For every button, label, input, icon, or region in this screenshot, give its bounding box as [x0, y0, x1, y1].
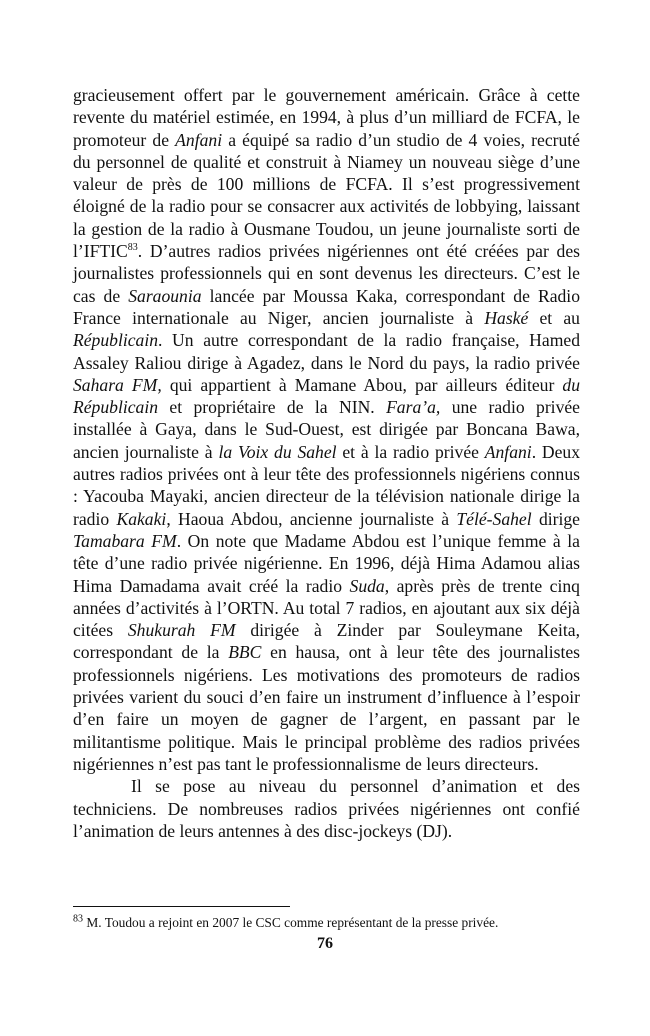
italic-title: Suda [349, 575, 385, 596]
text-run: et au [528, 307, 580, 328]
page-number: 76 [317, 935, 333, 952]
text-run: une radio privée installée à Gaya, dans le Sud-Ouest, est dirigée par Boncana Bawa, ancien journaliste à [73, 397, 580, 462]
text-run: gracieusement offert par le gouvernement américain. Grâce à cette revente du matériel estimée, en 1994, à plus d’un milliard de FCFA, le promoteur de [73, 85, 580, 150]
italic-title: la Voix du Sahel [218, 441, 337, 462]
italic-title: Shukurah FM [127, 620, 236, 641]
text-run: . Un autre correspondant de la radio française, Hamed Assaley Raliou dirige à Agadez, dans le Nord du pays, la radio privée [73, 330, 580, 373]
text-run: , Haoua Abdou, ancienne journaliste à [166, 508, 457, 529]
text-run: . Deux autres radios privées ont à leur tête des professionnels nigériens connus : Yacouba Mayaki, ancien directeur de la télévision nationale dirige la radio [73, 441, 581, 529]
footnote [73, 914, 580, 932]
footnote-ref: 83 [127, 242, 138, 254]
text-run: , après près de trente cinq années d’activités à l’ORTN. Au total 7 radios, en ajoutant aux six déjà citées [73, 575, 580, 641]
italic-title: Fara’a, [386, 397, 441, 418]
paragraph [73, 775, 580, 842]
body-text [73, 84, 580, 842]
text-run: et à la radio privée [336, 441, 485, 462]
paragraph [73, 84, 580, 775]
footnote-number: 83 [73, 913, 83, 925]
italic-title: Républicain [73, 330, 159, 351]
text-run: dirigée à Zinder par Souleymane Keita, correspondant de la [73, 620, 580, 663]
footnote-text: M. Toudou a rejoint en 2007 le CSC comme représentant de la presse privée. [83, 915, 499, 930]
text-run: Il se pose au niveau du personnel d’animation et des techniciens. De nombreuses radios privées nigériennes ont confié l’animation de leurs antennes à des disc-jockeys (DJ). [73, 776, 580, 841]
italic-title: Haské [484, 307, 529, 328]
text-run: . D’autres radios privées nigériennes ont été créées par des journalistes professionnels qui en sont devenus les directeurs. C’est le cas de [73, 241, 580, 306]
text-run: . On note que Madame Abdou est l’unique femme à la tête d’une radio privée nigérienne. En 1996, déjà Hima Adamou alias Hima Damadama avait créé la radio [73, 530, 580, 596]
page-body [73, 84, 580, 842]
italic-title: Anfani [175, 129, 223, 150]
italic-title: Anfani [484, 441, 532, 462]
text-run: lancée par Moussa Kaka, correspondant de Radio France internationale au Niger, ancien journaliste à [73, 285, 580, 328]
italic-title: Saraounia [128, 285, 202, 306]
italic-title: Télé-Sahel [456, 508, 532, 529]
italic-title: Kakaki [116, 508, 167, 529]
footnote-separator [73, 906, 290, 907]
text-run: a équipé sa radio d’un studio de 4 voies, recruté du personnel de qualité et construit à Niamey un nouveau siège d’une valeur de près de 100 millions de FCFA. Il s’est progressivement éloigné de la radio pour se consacrer aux activités de lobbying, laissant la gestion de la radio à Ousmane Toudou, un jeune journaliste sorti de l’IFTIC [73, 129, 580, 262]
italic-title: Tamabara FM [73, 530, 177, 551]
text-run: dirige [531, 508, 580, 529]
text-run: et propriétaire de la NIN. [158, 397, 387, 418]
text-run: qui appartient à Mamane Abou, par ailleurs éditeur [161, 374, 563, 395]
text-run: en hausa, ont à leur tête des journalistes professionnels nigériens. Les motivations des promoteurs de radios privées varient du souci d’en faire un instrument d’influence à l’espoir d’en faire un moyen de gagner de l’argent, en passant par le militantisme politique. Mais le principal problème des radios privées nigériennes n’est pas tant le professionnalisme de leurs directeurs. [73, 642, 580, 774]
italic-title: du Républicain [73, 374, 581, 418]
italic-title: Sahara FM, [73, 374, 162, 395]
italic-title: BBC [228, 642, 262, 663]
